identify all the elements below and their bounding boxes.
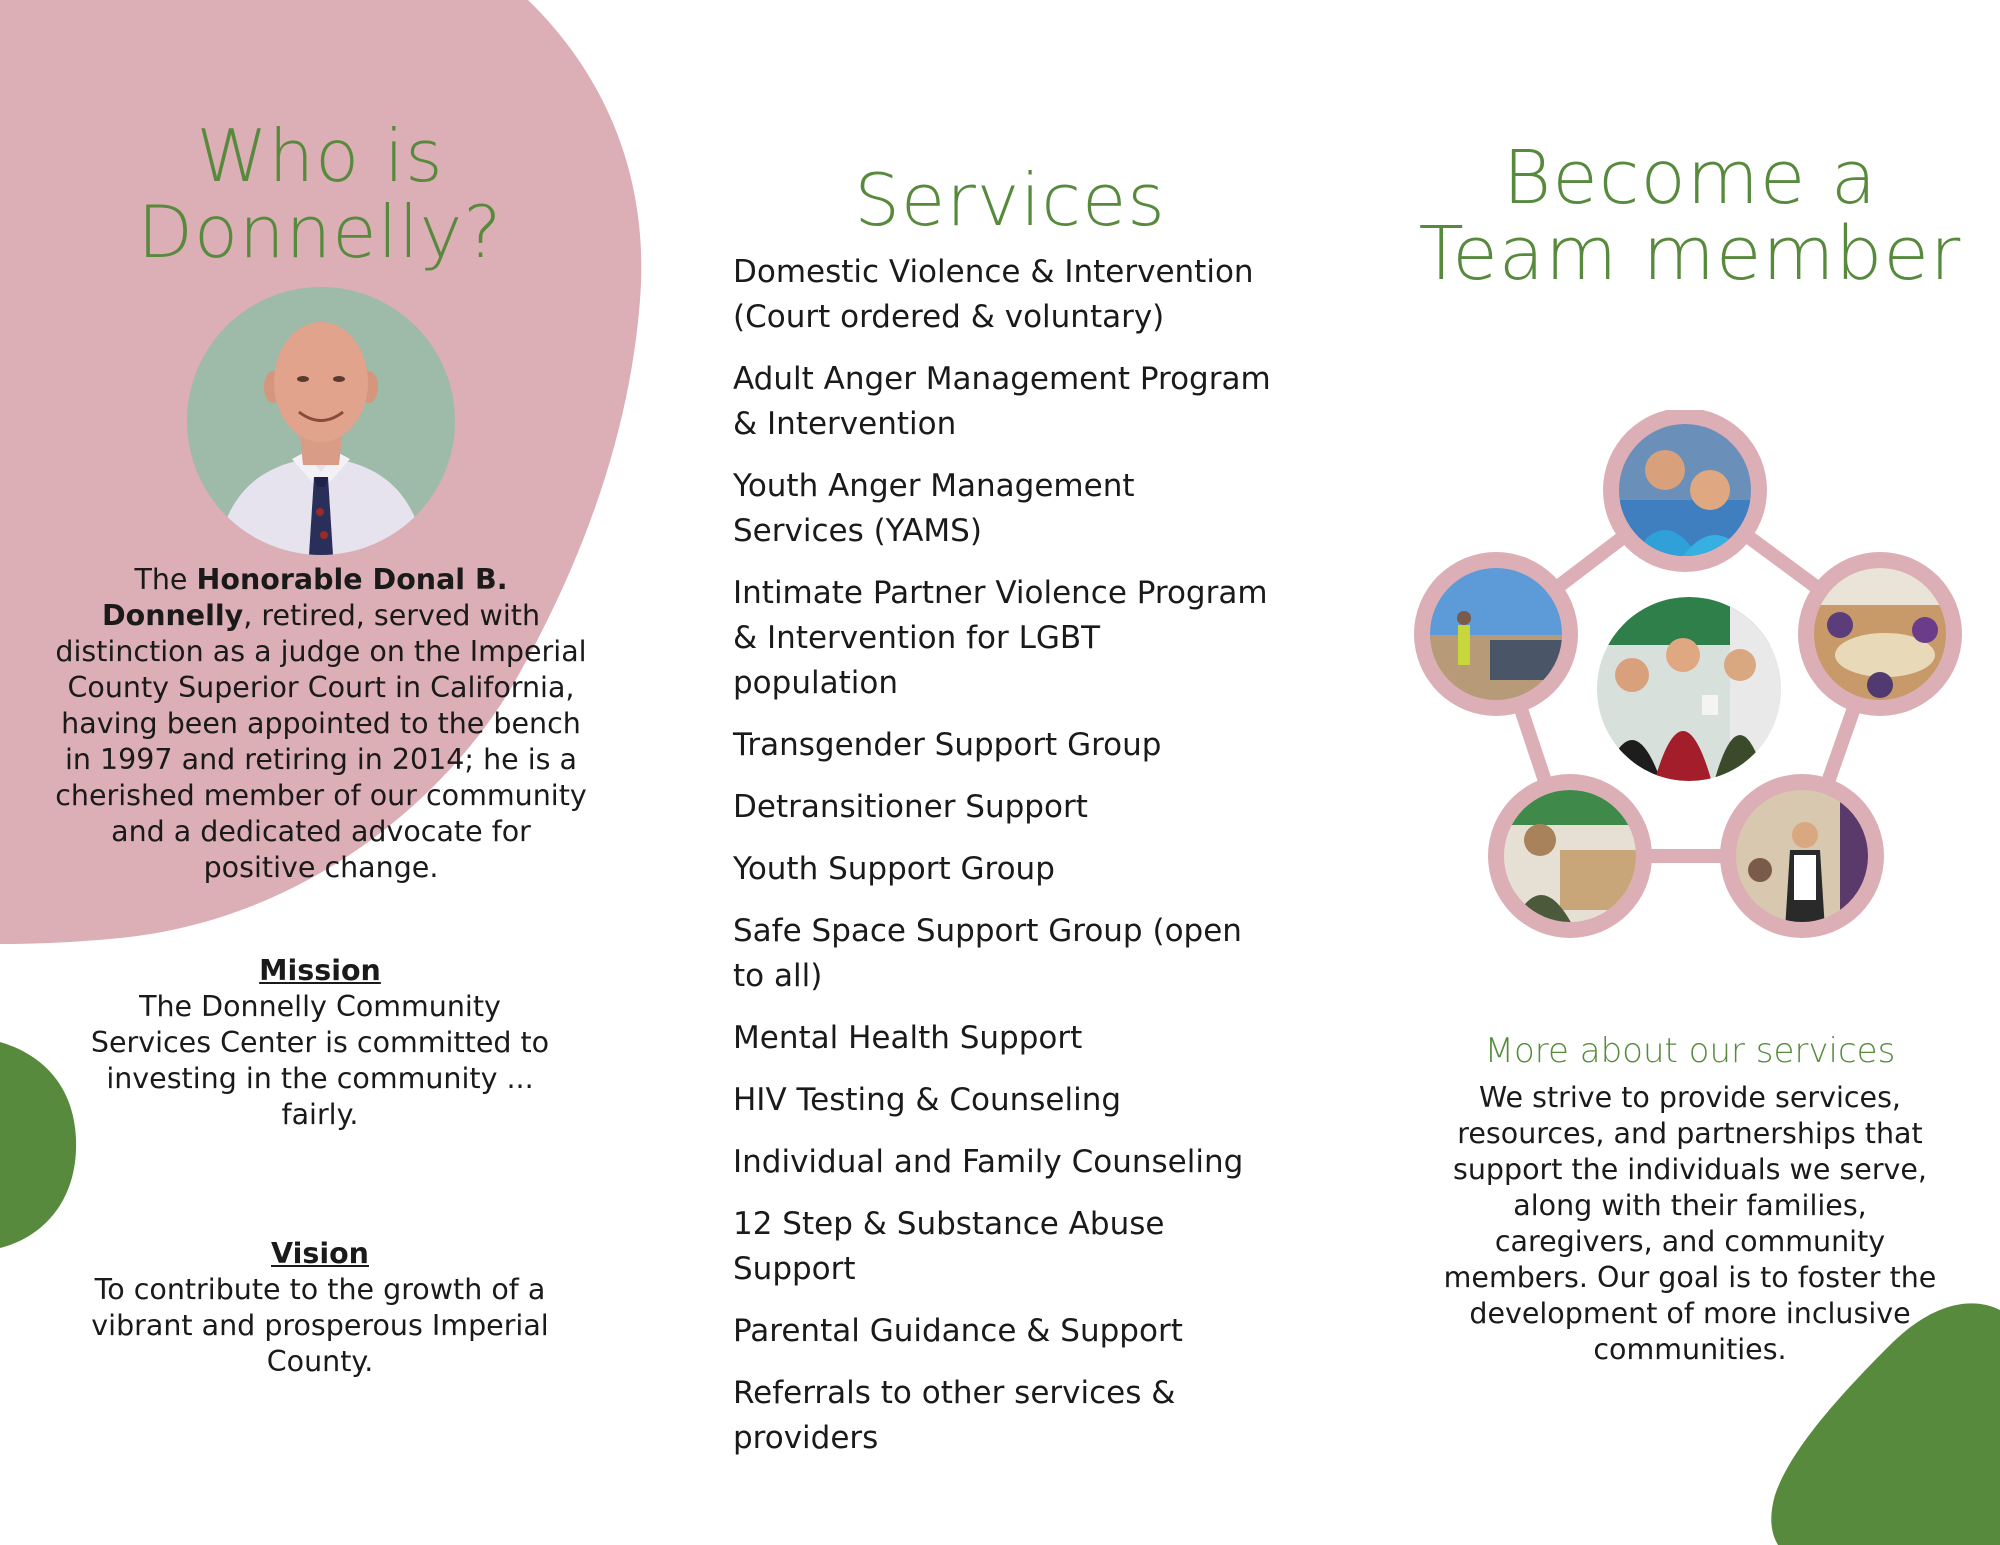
bio-name: Honorable Donal B. Donnelly (101, 563, 508, 632)
team-photo (1798, 552, 1962, 716)
green-left-blob (0, 1040, 80, 1250)
title-line: Become a (1502, 135, 1878, 221)
service-item: Youth Anger Management Services (YAMS) (733, 468, 1135, 549)
team-photo (1414, 552, 1580, 716)
service-item: Youth Support Group (733, 851, 1055, 887)
services-title: Services (854, 158, 1166, 242)
service-item: Detransitioner Support (733, 789, 1088, 825)
service-item: Adult Anger Management Program & Intervention (733, 361, 1271, 442)
vision-label: Vision (271, 1237, 369, 1270)
become-team-member-title (1400, 135, 1980, 297)
service-item: 12 Step & Substance Abuse Support (733, 1206, 1165, 1287)
services-list (733, 250, 1273, 1478)
team-photo (1720, 774, 1884, 938)
more-about-services-title: More about our services (1484, 1031, 1896, 1071)
title-line: Who is (196, 114, 444, 198)
title-line: Donnelly? (137, 190, 503, 274)
service-item: Domestic Violence & Intervention (Court ordered & voluntary) (733, 254, 1254, 335)
team-photo-network (1400, 410, 1980, 950)
more-about-services-text: We strive to provide services, resources, and partnerships that support the individuals we serve, along with their families, caregivers, and community members. Our goal is to foster the development of more inclusive communities. (1443, 1081, 1937, 1366)
who-is-donnelly-title (60, 114, 580, 274)
service-item: Referrals to other services & providers (733, 1375, 1176, 1456)
team-photo-center (1590, 590, 1790, 790)
service-item: Intimate Partner Violence Program & Intervention for LGBT population (733, 575, 1268, 701)
team-photo (1488, 774, 1652, 938)
vision-text: To contribute to the growth of a vibrant and prosperous Imperial County. (91, 1273, 549, 1378)
service-item: Parental Guidance & Support (733, 1313, 1183, 1349)
service-item: HIV Testing & Counseling (733, 1082, 1122, 1118)
service-item: Safe Space Support Group (open to all) (733, 913, 1242, 994)
donnelly-portrait (187, 287, 455, 555)
team-photo (1603, 410, 1767, 572)
title-line: Team member (1418, 211, 1962, 297)
mission-section (75, 953, 565, 1133)
service-item: Individual and Family Counseling (733, 1144, 1244, 1180)
mission-label: Mission (259, 954, 381, 987)
bio-lead: The (134, 563, 197, 596)
vision-section (75, 1236, 565, 1380)
mission-text: The Donnelly Community Services Center is committed to investing in the community ... fairly. (90, 990, 550, 1131)
donnelly-bio (55, 562, 587, 886)
bio-text: , retired, served with distinction as a judge on the Imperial County Superior Court in California, having been appointed to the bench in 1997 and retiring in 2014; he is a cherished member of our community and a dedicated advocate for positive change. (55, 599, 587, 884)
service-item: Mental Health Support (733, 1020, 1083, 1056)
service-item: Transgender Support Group (733, 727, 1162, 763)
